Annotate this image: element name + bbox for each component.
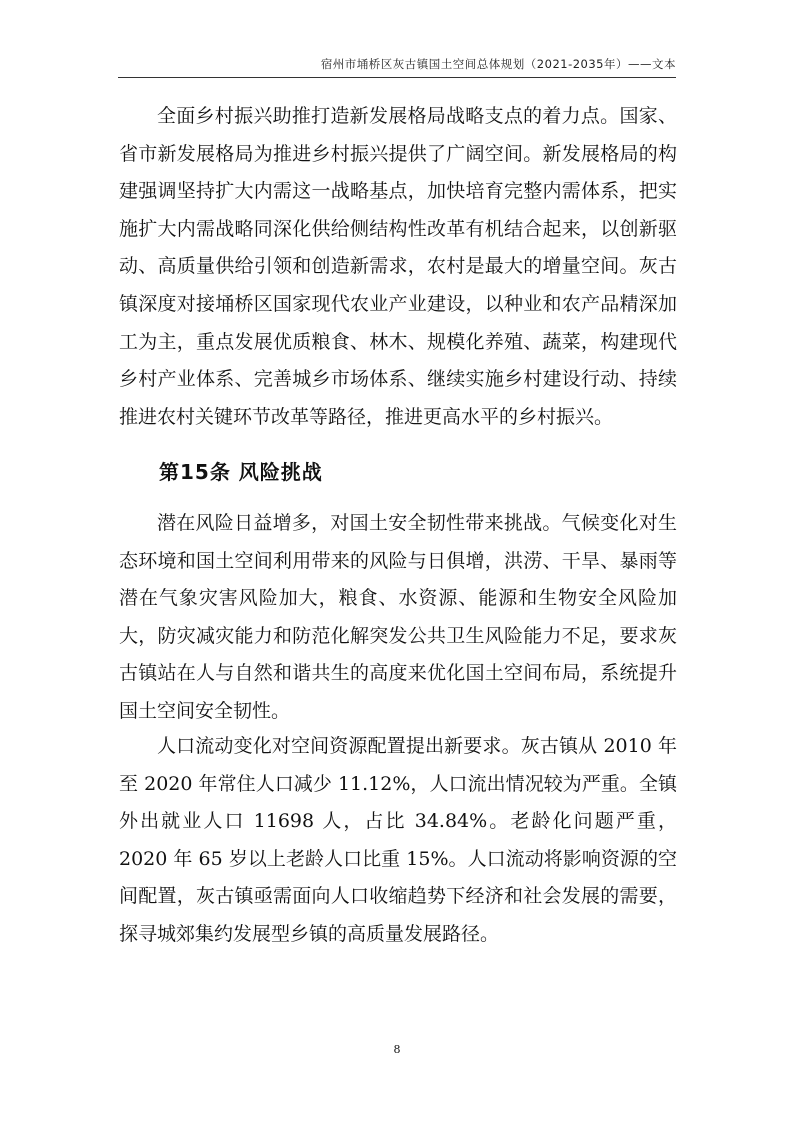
page-number: 8 [393, 1043, 401, 1056]
running-header: 宿州市埇桥区灰古镇国土空间总体规划（2021-2035年）——文本 [320, 57, 676, 71]
body-paragraph-2: 潜在风险日益增多，对国土安全韧性带来挑战。气候变化对生态环境和国土空间利用带来的风险与日俱增，洪涝、干旱、暴雨等潜在气象灾害风险加大，粮食、水资源、能源和生物安全风险加大，防灾减灾能力和防范化解突发公共卫生风险能力不足，要求灰古镇站在人与自然和谐共生的高度来优化国土空间布局，系统提升国土空间安全韧性。 [119, 512, 677, 722]
body-paragraph-3: 人口流动变化对空间资源配置提出新要求。灰古镇从 2010 年至 2020 年常住人口减少 11.12%，人口流出情况较为严重。全镇外出就业人口 11698 人，占比 34.84%。老龄化问题严重，2020 年 65 岁以上老龄人口比重 15%。人口流动将影响资源的空间配置，灰古镇亟需面向人口收缩趋势下经济和社会发展的需要，探寻城郊集约发展型乡镇的高质量发展路径。 [119, 735, 677, 945]
section-heading: 第15条 风险挑战 [159, 460, 323, 484]
header-divider [118, 77, 676, 78]
body-paragraph-1: 全面乡村振兴助推打造新发展格局战略支点的着力点。国家、省市新发展格局为推进乡村振兴提供了广阔空间。新发展格局的构建强调坚持扩大内需这一战略基点，加快培育完整内需体系，把实施扩大内需战略同深化供给侧结构性改革有机结合起来，以创新驱动、高质量供给引领和创造新需求，农村是最大的增量空间。灰古镇深度对接埇桥区国家现代农业产业建设，以种业和农产品精深加工为主，重点发展优质粮食、林木、规模化养殖、蔬菜，构建现代乡村产业体系、完善城乡市场体系、继续实施乡村建设行动、持续推进农村关键环节改革等路径，推进更高水平的乡村振兴。 [119, 105, 677, 428]
